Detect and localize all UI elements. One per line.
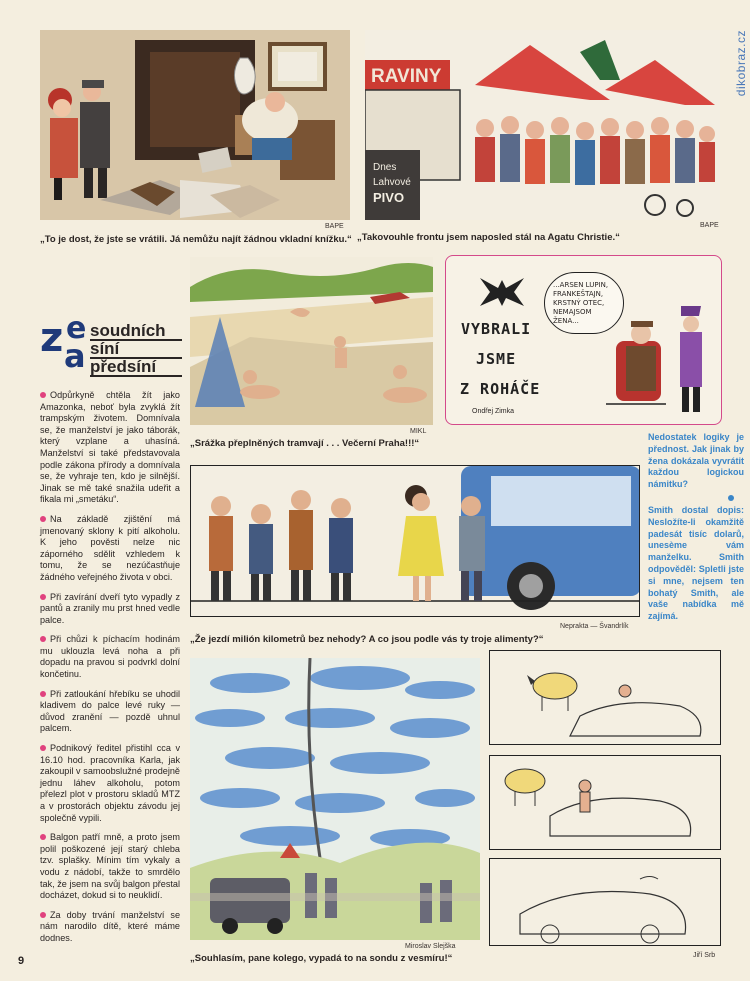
bullet-icon (40, 516, 46, 522)
cartoon-bus-driver-signature: Neprakta — Švandrlík (560, 623, 629, 630)
cartoon-burglary (40, 30, 350, 220)
court-quote: Balgon patří mně, a proto jsem polil poškozené její starý chleba tzv. splašky. Mínim tím vykaly a vodu z nádobí, takže to smrdělo tak, že jsem na svůj balgon přestal docházet, dokud si to neuklidí. (40, 832, 180, 901)
strip-panel-2 (489, 755, 721, 850)
court-quote: Odpůrkyně chtěla žít jako Amazonka, neboť byla zvyklá žít trampským životem. Domnívala se, že manželství je jako táborák, který vzplane a uhasíná. Manželství si také představovala podle zákona přírody a domnívala se, že vyhraje ten, kdo je silnější. Jinak se mě také snažila udeřit a fikala mi „smetáku“. (40, 390, 180, 505)
cartoon-queue-illustration (365, 30, 720, 220)
column-heading (90, 323, 182, 377)
board-line-3: PIVO (373, 190, 405, 205)
strip-panel-3 (489, 858, 721, 946)
cartoon-burglary-illustration (40, 30, 350, 220)
cartoon-bus-driver-caption: „Že jezdí milión kilometrů bez nehody? A co jsou podle vás ty troje alimenty?“ (190, 634, 544, 645)
cartoon-tram-crash-caption: „Srážka přeplněných tramvají . . . Večerní Praha!!!“ (190, 438, 420, 449)
cartoon-burglary-caption: „To je dost, že jste se vrátili. Já nemůžu najít žádnou vkladní knížku.“ (40, 234, 352, 245)
joke-logic: Nedostatek logiky je přednost. Jak jinak by žena dokázala vyvrátit každou logickou námitku? (648, 432, 744, 490)
court-quote: Na základě zjištění má jmenovaný sklony k pití alkoholu. K jeho pověsti nelze nic záporného sdělit vzhledem k tomu, že se nezúčastňuje žádného veřejného života v obci. (40, 513, 180, 582)
cartoon-bus-driver (190, 465, 640, 617)
rohace-title-1: VYBRALI (461, 320, 532, 338)
board-line-1: Dnes (373, 162, 397, 173)
court-quote: Podnikový ředitel přistihl cca v 16.10 hod. pracovníka Karla, jak zakoupil v samoobslužné prodejně jednu láhev alkoholu, potom přelezl plot v prostoru skladů MTZ a v prostorách objektu závodu jej společně vypili. (40, 743, 180, 823)
bullet-icon (40, 691, 46, 697)
court-quote: Za doby trvání manželství se nám narodilo dítě, které máme dodnes. (40, 909, 180, 943)
rohac-logo-icon (476, 274, 524, 310)
cartoon-queue (365, 30, 720, 220)
shop-sign-text: RAVINY (371, 66, 442, 87)
cartoon-bus-driver-illustration (191, 466, 640, 617)
heading-letter-e: e (66, 311, 87, 346)
cartoon-tram-crash (190, 257, 433, 425)
jokes-sidebar (648, 432, 744, 627)
rohace-box (445, 255, 722, 425)
bullet-icon (40, 745, 46, 751)
rohace-author: Ondřej Zimka (472, 408, 515, 415)
court-quote: Při zatloukání hřebíku se uhodil kladivem do palce levé ruky — důvod zranění — pozdě uhnul palcem. (40, 688, 180, 734)
strip-panel-3-illustration (490, 859, 721, 946)
heading-word-3: předsíní (90, 359, 182, 377)
strip-panel-1-illustration (490, 651, 721, 745)
joke-smith: Smith dostal dopis: Nesložíte-li okamžitě padesát tisíc dolarů, unesème vám manželku. Smith odpověděl: Spletli jste si mne, nejsem ten bohatý Smith, ale vaše nabídka mě zajímá. (648, 504, 744, 622)
court-quote: Při chůzi k píchacím hodinám mu uklouzla levá noha a při dopadu na pravou si podvrkl dolní končetinu. (40, 634, 180, 680)
bullet-icon (40, 594, 46, 600)
heading-word-1: soudních (90, 323, 182, 341)
strip-signature: Jiří Srb (693, 952, 716, 959)
page-number: 9 (18, 955, 25, 967)
cartoon-burglary-signature: BAPE (325, 223, 344, 230)
bullet-icon (40, 912, 46, 918)
bullet-icon (40, 636, 46, 642)
cartoon-space-probe-caption: „Souhlasím, pane kolego, vypadá to na sondu z vesmíru!“ (190, 953, 453, 964)
cartoon-tram-crash-signature: MIKL (410, 428, 427, 435)
heading-letter-z: z (40, 315, 64, 361)
cartoon-queue-caption: „Takovouhle frontu jsem naposled stál na Agatu Christie.“ (357, 232, 620, 243)
strip-panel-2-illustration (490, 756, 721, 850)
cartoon-space-probe (190, 658, 480, 940)
rohace-title-3: Z ROHÁČE (460, 380, 541, 398)
board-line-2: Lahvové (373, 177, 411, 188)
heading-word-2: síní (90, 341, 182, 359)
court-quote: Při zavírání dveří tyto vypadly z pantů a zranily mu prst hned vedle palce. (40, 591, 180, 625)
speech-line: NEMAJSOM ŽENA... (553, 308, 592, 325)
bullet-icon (728, 495, 734, 501)
speech-line: ...ARSEN LUPIN, (553, 281, 609, 289)
cartoon-space-probe-signature: Miroslav Slejška (405, 943, 456, 950)
heading-letter-a: a (64, 337, 86, 375)
rohace-illustration (596, 286, 721, 421)
court-quotes-column (40, 390, 180, 953)
cartoon-space-probe-illustration (190, 658, 480, 940)
bullet-icon (40, 834, 46, 840)
strip-panel-1 (489, 650, 721, 745)
speech-line: FRANKEŠTAJN, (553, 290, 604, 298)
rohace-title-2: JSME (476, 350, 517, 368)
speech-line: KRSTNÝ OTEC, (553, 299, 605, 307)
cartoon-queue-signature: BAPE (700, 222, 719, 229)
bullet-icon (40, 392, 46, 398)
cartoon-tram-crash-illustration (190, 257, 433, 425)
site-watermark: dikobraz.cz (734, 30, 748, 97)
